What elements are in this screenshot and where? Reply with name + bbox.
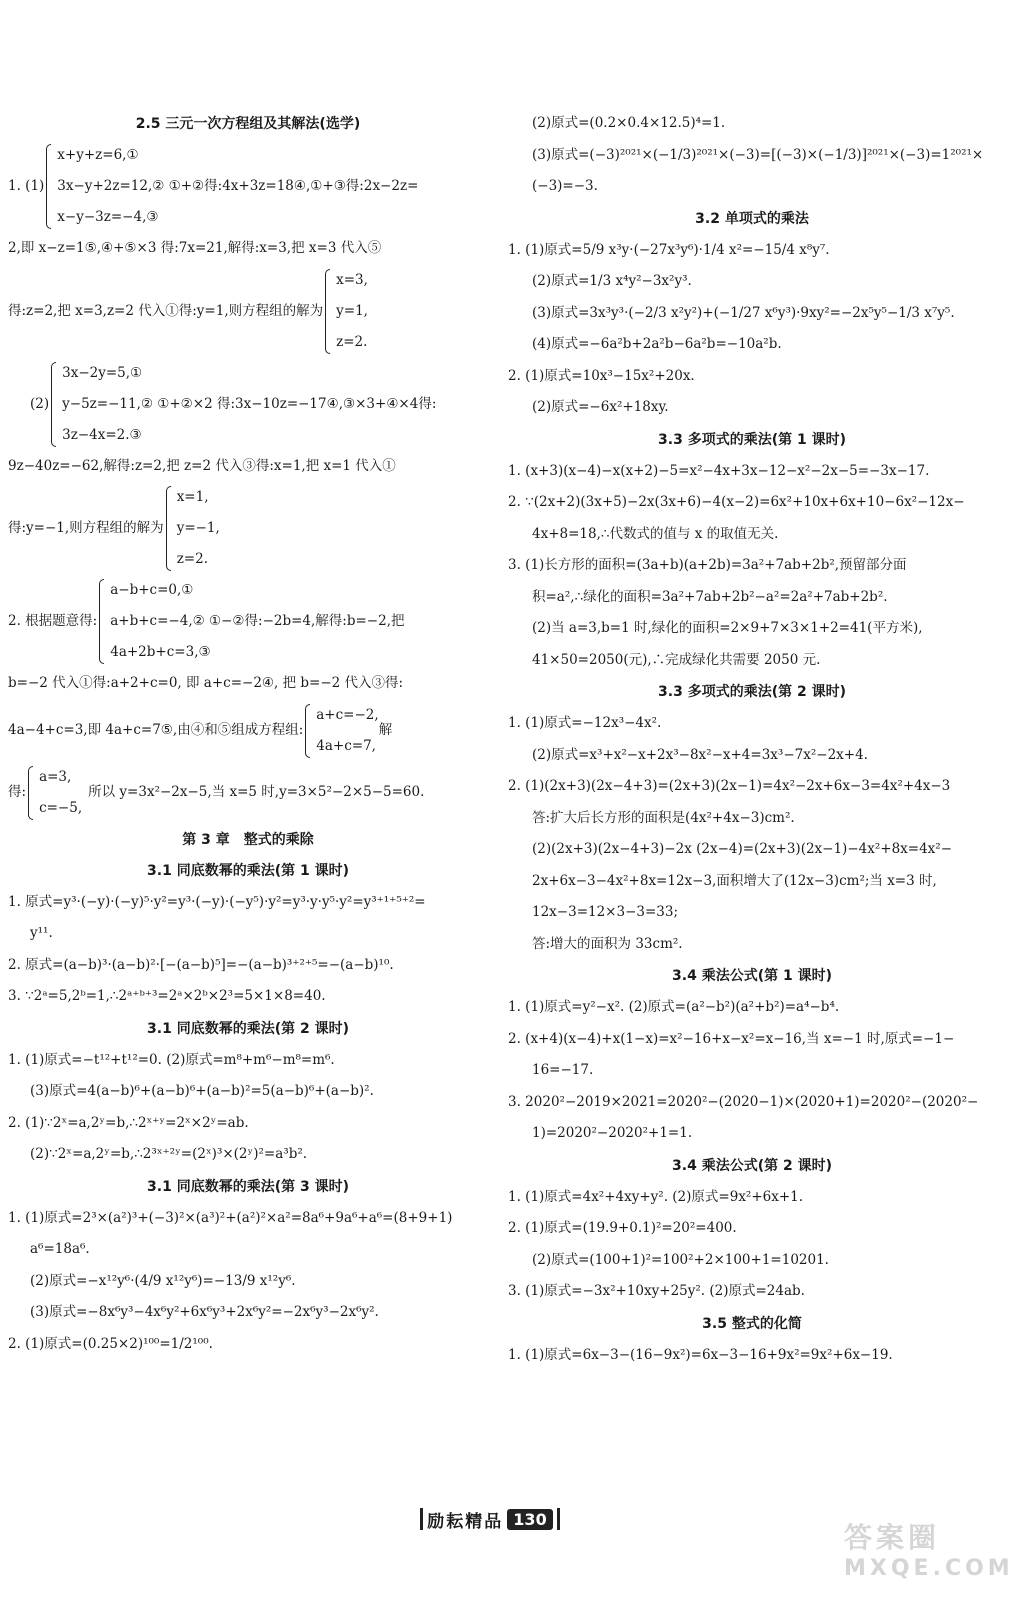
eq-line: x=1, <box>176 489 209 505</box>
text-line: 16=−17. <box>532 1062 594 1078</box>
text-line: (3)原式=3x³y³·(−2/3 x²y²)+(−1/27 x⁶y³)·9xy²=−2x⁵y⁵−1/3 x⁷y⁵. <box>532 304 955 321</box>
eq-line: c=−5, <box>39 799 83 816</box>
text-line: 2. ∵(2x+2)(3x+5)−2x(3x+6)−4(x−2)=6x²+10x+6x+10−6x²−12x− <box>508 494 965 510</box>
text-line: a⁶=18a⁶. <box>30 1241 90 1257</box>
text-line: 得:y=−1,则方程组的解为 <box>8 520 164 536</box>
page-footer <box>400 1504 580 1534</box>
text-line: 解 <box>378 722 393 738</box>
eq-line: y=1, <box>336 302 368 319</box>
text-line: 2. (1)原式=(0.25×2)¹⁰⁰=1/2¹⁰⁰. <box>8 1335 213 1352</box>
text-line: 2. (1)(2x+3)(2x−4+3)=(2x+3)(2x−1)=4x²−2x+6x−3=4x²+4x−3 <box>508 778 951 794</box>
text-line: 2. (1)原式=10x³−15x²+20x. <box>508 367 695 384</box>
brace <box>28 766 33 820</box>
eq-line: z=2. <box>176 551 208 567</box>
brace <box>51 362 56 447</box>
text-line: 答:增大的面积为 33cm². <box>532 935 683 952</box>
text-line: 2. (1)∵2ˣ=a,2ʸ=b,∴2ˣ⁺ʸ=2ˣ×2ʸ=ab. <box>8 1114 249 1131</box>
text-line: (2)(2x+3)(2x−4+3)−2x (2x−4)=(2x+3)(2x−1)−4x²+8x=4x²− <box>532 841 953 857</box>
text-line: (2)原式=−6x²+18xy. <box>532 399 669 415</box>
q3-system <box>8 575 488 668</box>
watermark-url: MXQE.COM <box>844 1556 1014 1581</box>
q2-system <box>8 358 488 451</box>
text-line: 1. (x+3)(x−4)−x(x+2)−5=x²−4x+3x−12−x²−2x−5=−3x−17. <box>508 462 930 479</box>
text-line: 3. ∵2ᵃ=5,2ᵇ=1,∴2ᵃ⁺ᵇ⁺³=2ᵃ×2ᵇ×2³=5×1×8=40. <box>8 988 326 1004</box>
eq-line: x+y+z=6,① <box>57 147 139 163</box>
text-line: (2)原式=(100+1)²=100²+2×100+1=10201. <box>532 1251 829 1268</box>
q3-prefix: 2. 根据题意得: <box>8 613 98 629</box>
text-line: 1. (1)原式=4x²+4xy+y². (2)原式=9x²+6x+1. <box>508 1188 804 1205</box>
text-line: (3)原式=4(a−b)⁶+(a−b)⁶+(a−b)²=5(a−b)⁶+(a−b)². <box>30 1083 374 1099</box>
text-line: y¹¹. <box>30 925 53 941</box>
brace <box>99 579 104 664</box>
text-line: (−3)=−3. <box>532 178 598 194</box>
text-line: 41×50=2050(元),∴完成绿化共需要 2050 元. <box>532 651 821 668</box>
text-line: 3. (1)长方形的面积=(3a+b)(a+2b)=3a²+7ab+2b²,预留部分面 <box>508 557 907 573</box>
eq-line: x−y−3z=−4,③ <box>57 209 159 225</box>
text-line: 得: <box>8 784 27 800</box>
section-heading: 3.3 多项式的乘法(第 2 课时) <box>658 684 846 700</box>
eq-line: x=3, <box>336 271 368 288</box>
eq-line: 3z−4x=2.③ <box>62 426 142 443</box>
section-heading: 3.4 乘法公式(第 2 课时) <box>672 1157 832 1174</box>
chapter-heading: 第 3 章 整式的乘除 <box>182 831 314 848</box>
watermark-text: 答案圈 <box>844 1521 941 1554</box>
text-line: 1. (1)原式=y²−x². (2)原式=(a²−b²)(a²+b²)=a⁴−b⁴. <box>508 999 840 1015</box>
eq-line: z=2. <box>336 333 368 350</box>
text-line: 2,即 x−z=1⑤,④+⑤×3 得:7x=21,解得:x=3,把 x=3 代入⑤ <box>8 240 382 256</box>
eq-line: 3x−y+2z=12,② ①+②得:4x+3z=18④,①+③得:2x−2z= <box>57 178 419 194</box>
text-line: 1. (1)原式=5/9 x³y·(−27x³y⁶)·1/4 x²=−15/4 x⁸y⁷. <box>508 241 830 258</box>
text-line: 1)=2020²−2020²+1=1. <box>532 1125 693 1141</box>
text-line: 4x+8=18,∴代数式的值与 x 的取值无关. <box>532 525 779 542</box>
section-heading: 3.1 同底数幂的乘法(第 3 课时) <box>147 1178 349 1195</box>
eq-line: y=−1, <box>176 520 220 536</box>
text-line: b=−2 代入①得:a+2+c=0, 即 a+c=−2④, 把 b=−2 代入③得: <box>8 675 404 691</box>
text-line: 1. (1)原式=2³×(a²)³+(−3)²×(a³)²+(a²)²×a²=8a⁶+9a⁶+a⁶=(8+9+1) <box>8 1209 453 1226</box>
text-line: 1. (1)原式=−t¹²+t¹²=0. (2)原式=m⁸+m⁶−m⁸=m⁶. <box>8 1051 335 1068</box>
text-line: 2. (x+4)(x−4)+x(1−x)=x²−16+x−x²=x−16,当 x=−1 时,原式=−1− <box>508 1030 955 1047</box>
text-line: (2)原式=(0.2×0.4×12.5)⁴=1. <box>532 115 726 131</box>
q1-prefix: 1. (1) <box>8 178 45 194</box>
section-heading-2-5: 2.5 三元一次方程组及其解法(选学) <box>135 116 361 132</box>
text-line: 1. (1)原式=−12x³−4x². <box>508 715 662 731</box>
right-column <box>508 108 996 1371</box>
text-line: (2)原式=x³+x²−x+2x³−8x²−x+4=3x³−7x²−2x+4. <box>532 746 868 763</box>
text-line: 3. 2020²−2019×2021=2020²−(2020−1)×(2020+1)=2020²−(2020²− <box>508 1093 979 1110</box>
text-line: 2. 原式=(a−b)³·(a−b)²·[−(a−b)⁵]=−(a−b)³⁺²⁺⁵=−(a−b)¹⁰. <box>8 956 394 973</box>
eq-line: 3x−2y=5,① <box>62 364 143 381</box>
brace <box>46 144 51 229</box>
text-line: (2)原式=1/3 x⁴y²−3x²y³. <box>532 273 692 289</box>
text-line: 所以 y=3x²−2x−5,当 x=5 时,y=3×5²−2×5−5=60. <box>88 784 425 800</box>
q2-prefix: (2) <box>30 395 50 412</box>
text-line: 积=a²,∴绿化的面积=3a²+7ab+2b²−a²=2a²+7ab+2b². <box>532 588 888 605</box>
watermark-logo <box>844 1516 1014 1592</box>
text-line: (3)原式=(−3)²⁰²¹×(−1/3)²⁰²¹×(−3)=[(−3)×(−1/3)]²⁰²¹×(−3)=1²⁰²¹× <box>532 146 984 163</box>
eq-line: 4a+c=7, <box>316 737 376 754</box>
text-line: (2)当 a=3,b=1 时,绿化的面积=2×9+7×3×1+2=41(平方米), <box>532 620 923 636</box>
q1-solution <box>8 265 488 358</box>
text-line: (4)原式=−6a²b+2a²b−6a²b=−10a²b. <box>532 336 782 352</box>
text-line: 答:扩大后长方形的面积是(4x²+4x−3)cm². <box>532 809 795 826</box>
brace <box>305 704 310 758</box>
text-line: 2x+6x−3−4x²+8x=12x−3,面积增大了(12x−3)cm²;当 x=3 时, <box>532 872 937 889</box>
brand-logo: 励耘精品 <box>427 1511 504 1532</box>
text-line: 2. (1)原式=(19.9+0.1)²=20²=400. <box>508 1220 737 1236</box>
text-line: (2)原式=−x¹²y⁶·(4/9 x¹²y⁶)=−13/9 x¹²y⁶. <box>30 1272 296 1289</box>
text-line: 12x−3=12×3−3=33; <box>532 904 679 920</box>
text-line: 4a−4+c=3,即 4a+c=7⑤,由④和⑤组成方程组: <box>8 722 304 738</box>
text-line: 3. (1)原式=−3x²+10xy+25y². (2)原式=24ab. <box>508 1283 805 1299</box>
brace <box>166 486 171 571</box>
q3-result <box>8 762 488 824</box>
q2-solution <box>8 482 488 575</box>
left-column <box>8 108 488 1360</box>
text-line: 9z−40z=−62,解得:z=2,把 z=2 代入③得:x=1,把 x=1 代入① <box>8 457 396 474</box>
footer-bar <box>420 1508 423 1530</box>
eq-line: a+b+c=−4,② ①−②得:−2b=4,解得:b=−2,把 <box>110 613 405 629</box>
eq-line: y−5z=−11,② ①+②×2 得:3x−10z=−17④,③×3+④×4得: <box>62 395 437 412</box>
page-number: 130 <box>507 1509 552 1530</box>
footer-bar <box>557 1508 560 1530</box>
section-heading: 3.1 同底数幂的乘法(第 2 课时) <box>147 1020 349 1037</box>
section-heading: 3.2 单项式的乘法 <box>695 210 809 227</box>
q3-sub-system <box>8 700 488 762</box>
section-heading: 3.4 乘法公式(第 1 课时) <box>672 968 832 984</box>
text-line: 得:z=2,把 x=3,z=2 代入①得:y=1,则方程组的解为 <box>8 302 324 319</box>
eq-line: a−b+c=0,① <box>110 582 194 598</box>
section-heading: 3.1 同底数幂的乘法(第 1 课时) <box>147 862 349 879</box>
section-heading: 3.5 整式的化简 <box>702 1315 802 1332</box>
brace <box>325 269 330 354</box>
text-line: 1. 原式=y³·(−y)·(−y)⁵·y²=y³·(−y)·(−y⁵)·y²=y³·y·y⁵·y²=y³⁺¹⁺⁵⁺²= <box>8 893 426 910</box>
text-line: (3)原式=−8x⁶y³−4x⁶y²+6x⁶y³+2x⁶y²=−2x⁶y³−2x⁶y². <box>30 1304 379 1320</box>
section-heading: 3.3 多项式的乘法(第 1 课时) <box>658 431 846 448</box>
eq-line: 4a+2b+c=3,③ <box>110 644 211 660</box>
text-line: (2)∵2ˣ=a,2ʸ=b,∴2³ˣ⁺²ʸ=(2ˣ)³×(2ʸ)²=a³b². <box>30 1146 308 1162</box>
eq-line: a+c=−2, <box>316 706 379 723</box>
text-line: 1. (1)原式=6x−3−(16−9x²)=6x−3−16+9x²=9x²+6x−19. <box>508 1346 893 1363</box>
eq-line: a=3, <box>39 768 72 785</box>
q1-system <box>8 140 488 233</box>
